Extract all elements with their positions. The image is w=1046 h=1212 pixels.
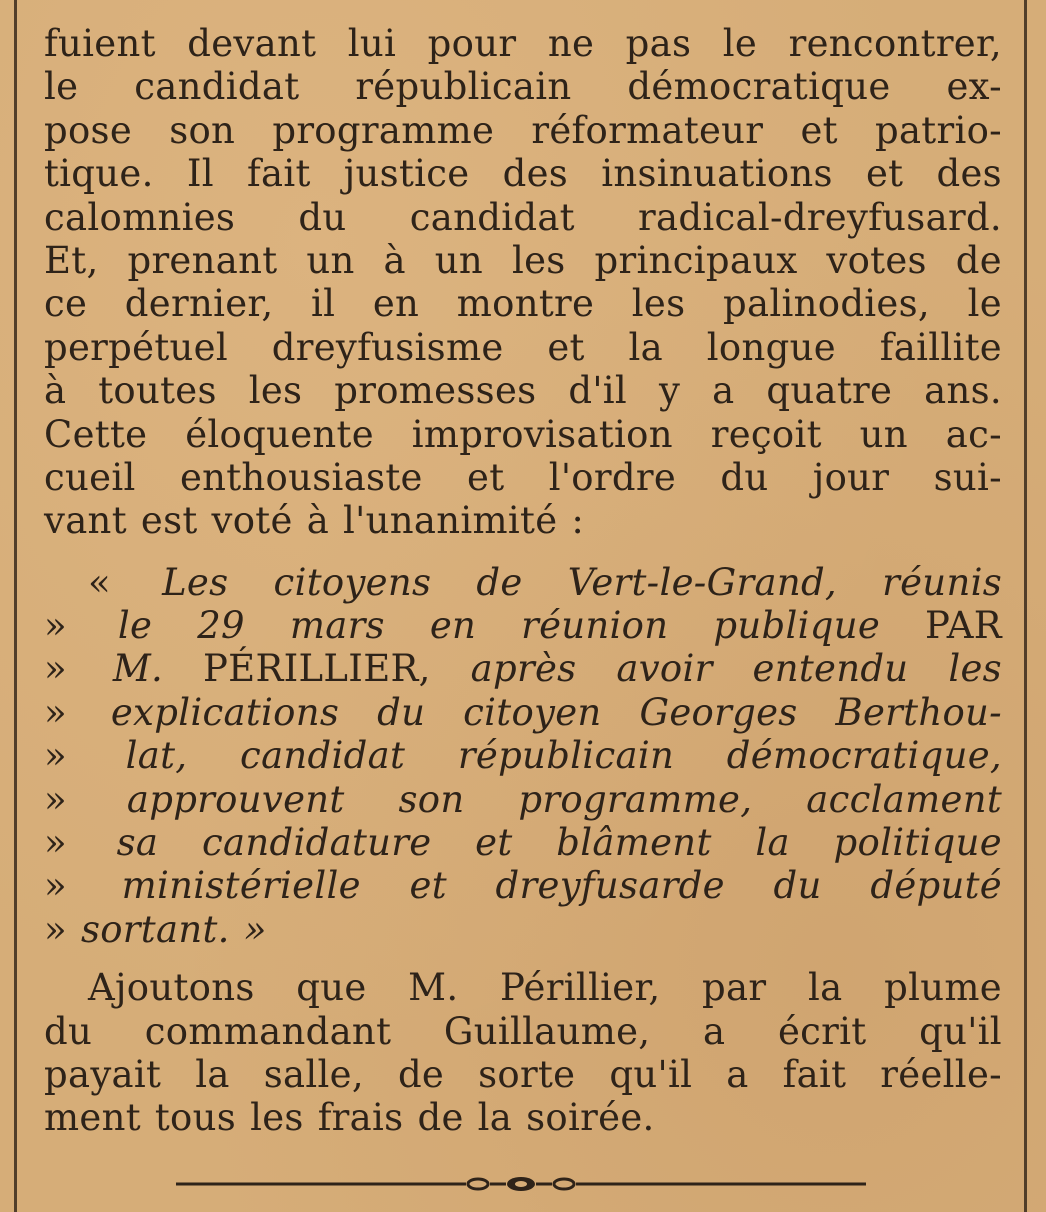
ornamental-divider bbox=[176, 1172, 866, 1196]
text-line: calomnies du candidat radical-dreyfusard. bbox=[44, 195, 1002, 239]
article-column bbox=[44, 22, 1002, 1140]
column-rule-left bbox=[14, 0, 17, 1212]
text-line: Ajoutons que M. Périllier, par la plume bbox=[88, 966, 1002, 1010]
text-line: le candidat républicain démocratique ex- bbox=[44, 65, 1002, 109]
text-line: perpétuel dreyfusisme et la longue faillite bbox=[44, 325, 1002, 369]
text-line: Cette éloquente improvisation reçoit un ac- bbox=[44, 412, 1002, 456]
text-line: du commandant Guillaume, a écrit qu'il bbox=[44, 1009, 1002, 1053]
text-line: fuient devant lui pour ne pas le rencontrer, bbox=[44, 22, 1002, 65]
text-line: à toutes les promesses d'il y a quatre ans. bbox=[44, 369, 1002, 413]
text-line: ce dernier, il en montre les palinodies, le bbox=[44, 282, 1002, 326]
column-rule-right bbox=[1024, 0, 1027, 1212]
paragraph-1 bbox=[44, 22, 1002, 543]
paragraph-gap bbox=[44, 543, 1002, 561]
text-line: payait la salle, de sorte qu'il a fait réelle- bbox=[44, 1052, 1002, 1096]
text-line: tique. Il fait justice des insinuations et des bbox=[44, 152, 1002, 196]
text-line: ment tous les frais de la soirée. bbox=[44, 1096, 655, 1140]
text-line: » approuvent son programme, acclament bbox=[44, 777, 1002, 821]
text-line: Et, prenant un à un les principaux votes de bbox=[44, 238, 1002, 282]
text-line: » lat, candidat républicain démocratique, bbox=[44, 734, 1002, 778]
paragraph-gap bbox=[44, 951, 1002, 966]
text-line: » sa candidature et blâment la politique bbox=[44, 821, 1002, 865]
text-line: pose son programme réformateur et patrio- bbox=[44, 108, 1002, 152]
resolution-quote bbox=[44, 561, 1002, 952]
text-line: » explications du citoyen Georges Berthou- bbox=[44, 690, 1002, 734]
paragraph-2 bbox=[44, 966, 1002, 1140]
text-line: » ministérielle et dreyfusarde du député bbox=[44, 864, 1002, 908]
text-line: » sortant. » bbox=[44, 907, 267, 951]
text-line: » M. PÉRILLIER, après avoir entendu les bbox=[44, 647, 1002, 691]
text-line: » le 29 mars en réunion publique PAR bbox=[44, 604, 1002, 648]
text-line: vant est voté à l'unanimité : bbox=[44, 499, 585, 543]
text-line: cueil enthousiaste et l'ordre du jour sui- bbox=[44, 455, 1002, 499]
text-line: « Les citoyens de Vert-le-Grand, réunis bbox=[88, 560, 1002, 604]
